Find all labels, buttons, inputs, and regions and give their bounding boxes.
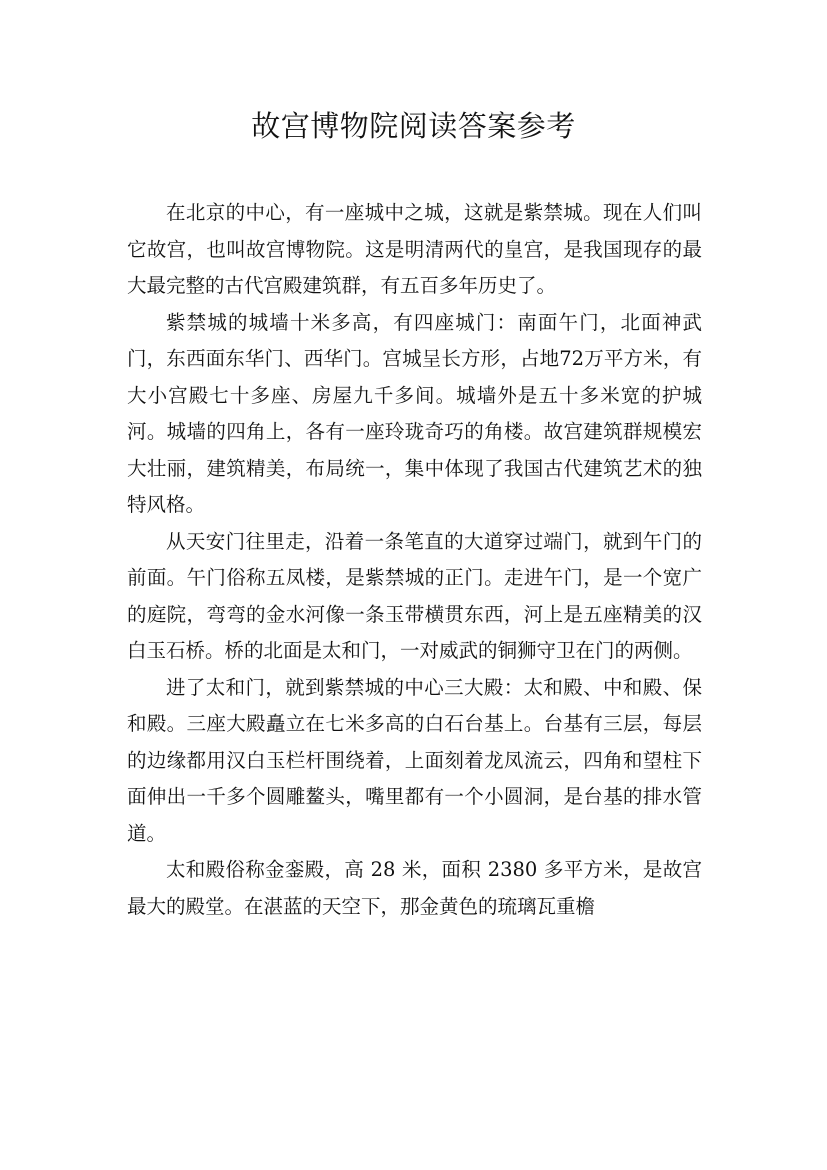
paragraph-4: 进了太和门，就到紫禁城的中心三大殿：太和殿、中和殿、保和殿。三座大殿矗立在七米多高的白石台基上。台基有三层，每层的边缘都用汉白玉栏杆围绕着，上面刻着龙凤流云，四角和望柱下面伸出一千多个圆雕鳌头，嘴里都有一个小圆洞，是台基的排水管道。 [127,675,702,845]
document-title: 故宫博物院阅读答案参考 [251,109,576,143]
paragraph-5: 太和殿俗称金銮殿，高 28 米，面积 2380 多平方米，是故宫最大的殿堂。在湛蓝的天空下，那金黄色的琉璃瓦重檐 [127,858,702,918]
paragraph-2: 紫禁城的城墙十米多高，有四座城门：南面午门，北面神武门，东西面东华门、西华门。宫城呈长方形，占地72万平方米，有大小宫殿七十多座、房屋九千多间。城墙外是五十多米宽的护城河。城墙的四角上，各有一座玲珑奇巧的角楼。故宫建筑群规模宏大壮丽，建筑精美，布局统一，集中体现了我国古代建筑艺术的独特风格。 [127,310,702,516]
document-body [127,195,702,925]
paragraph-1: 在北京的中心，有一座城中之城，这就是紫禁城。现在人们叫它故宫，也叫故宫博物院。这是明清两代的皇宫，是我国现存的最大最完整的古代宫殿建筑群，有五百多年历史了。 [127,201,702,297]
paragraph-3: 从天安门往里走，沿着一条笔直的大道穿过端门，就到午门的前面。午门俗称五凤楼，是紫禁城的正门。走进午门，是一个宽广的庭院，弯弯的金水河像一条玉带横贯东西，河上是五座精美的汉白玉石桥。桥的北面是太和门，一对威武的铜狮守卫在门的两侧。 [127,529,702,662]
